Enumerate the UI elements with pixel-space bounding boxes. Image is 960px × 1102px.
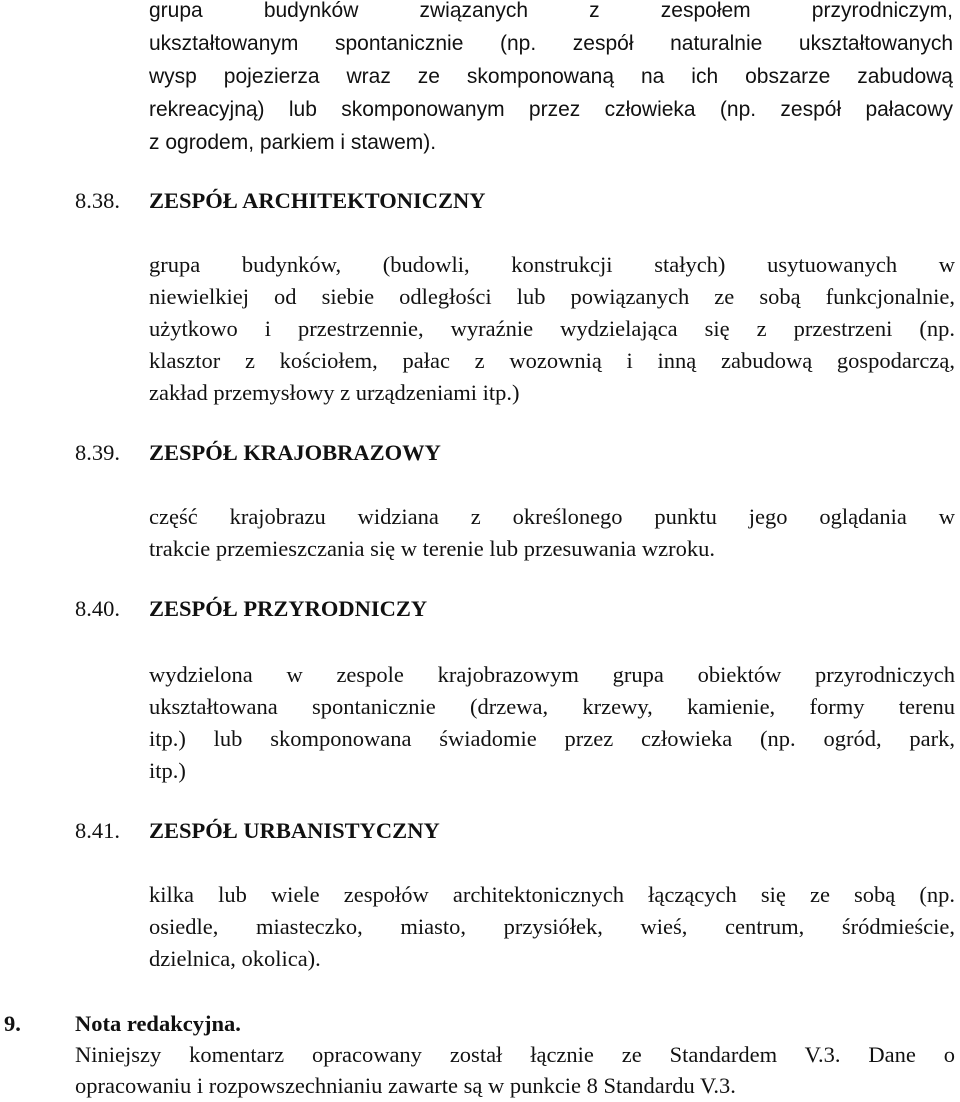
paragraph-line: rekreacyjną) lub skomponowanym przez człowieka (np. zespół pałacowy	[149, 98, 953, 121]
definition-line: grupa budynków, (budowli, konstrukcji stałych) usytuowanych w	[149, 252, 955, 277]
section-number: 9.	[4, 1011, 21, 1036]
definition-line: itp.)	[149, 758, 186, 783]
section-line: opracowaniu i rozpowszechnianiu zawarte są w punkcie 8 Standardu V.3.	[75, 1073, 736, 1098]
definition-title: ZESPÓŁ ARCHITEKTONICZNY	[149, 188, 486, 213]
paragraph-line: wysp pojezierza wraz ze skomponowaną na ich obszarze zabudową	[149, 65, 953, 88]
definition-title: ZESPÓŁ KRAJOBRAZOWY	[149, 440, 441, 465]
definition-title: ZESPÓŁ PRZYRODNICZY	[149, 596, 428, 621]
definition-line: część krajobrazu widziana z określonego punktu jego oglądania w	[149, 504, 955, 529]
section-title: Nota redakcyjna.	[75, 1011, 241, 1036]
definition-line: użytkowo i przestrzennie, wyraźnie wydzielająca się z przestrzeni (np.	[149, 316, 955, 341]
paragraph-line: grupa budynków związanych z zespołem przyrodniczym,	[149, 0, 953, 22]
definition-line: niewielkiej od siebie odległości lub powiązanych ze sobą funkcjonalnie,	[149, 284, 955, 309]
section-line: Niniejszy komentarz opracowany został łącznie ze Standardem V.3. Dane o	[75, 1042, 955, 1067]
definition-line: dzielnica, okolica).	[149, 946, 321, 971]
definition-line: wydzielona w zespole krajobrazowym grupa obiektów przyrodniczych	[149, 662, 955, 687]
definition-line: osiedle, miasteczko, miasto, przysiółek, wieś, centrum, śródmieście,	[149, 914, 955, 939]
paragraph-line: z ogrodem, parkiem i stawem).	[149, 131, 437, 154]
definition-line: trakcie przemieszczania się w terenie lub przesuwania wzroku.	[149, 536, 715, 561]
definition-number: 8.39.	[75, 440, 120, 465]
definition-title: ZESPÓŁ URBANISTYCZNY	[149, 818, 440, 843]
definition-number: 8.40.	[75, 596, 120, 621]
paragraph-line: ukształtowanym spontanicznie (np. zespół naturalnie ukształtowanych	[149, 32, 953, 55]
definition-line: itp.) lub skomponowana świadomie przez człowieka (np. ogród, park,	[149, 726, 955, 751]
definition-line: ukształtowana spontanicznie (drzewa, krzewy, kamienie, formy terenu	[149, 694, 955, 719]
definition-number: 8.41.	[75, 818, 120, 843]
definition-line: kilka lub wiele zespołów architektonicznych łączących się ze sobą (np.	[149, 882, 955, 907]
definition-line: zakład przemysłowy z urządzeniami itp.)	[149, 380, 520, 405]
definition-line: klasztor z kościołem, pałac z wozownią i inną zabudową gospodarczą,	[149, 348, 955, 373]
definition-number: 8.38.	[75, 188, 120, 213]
